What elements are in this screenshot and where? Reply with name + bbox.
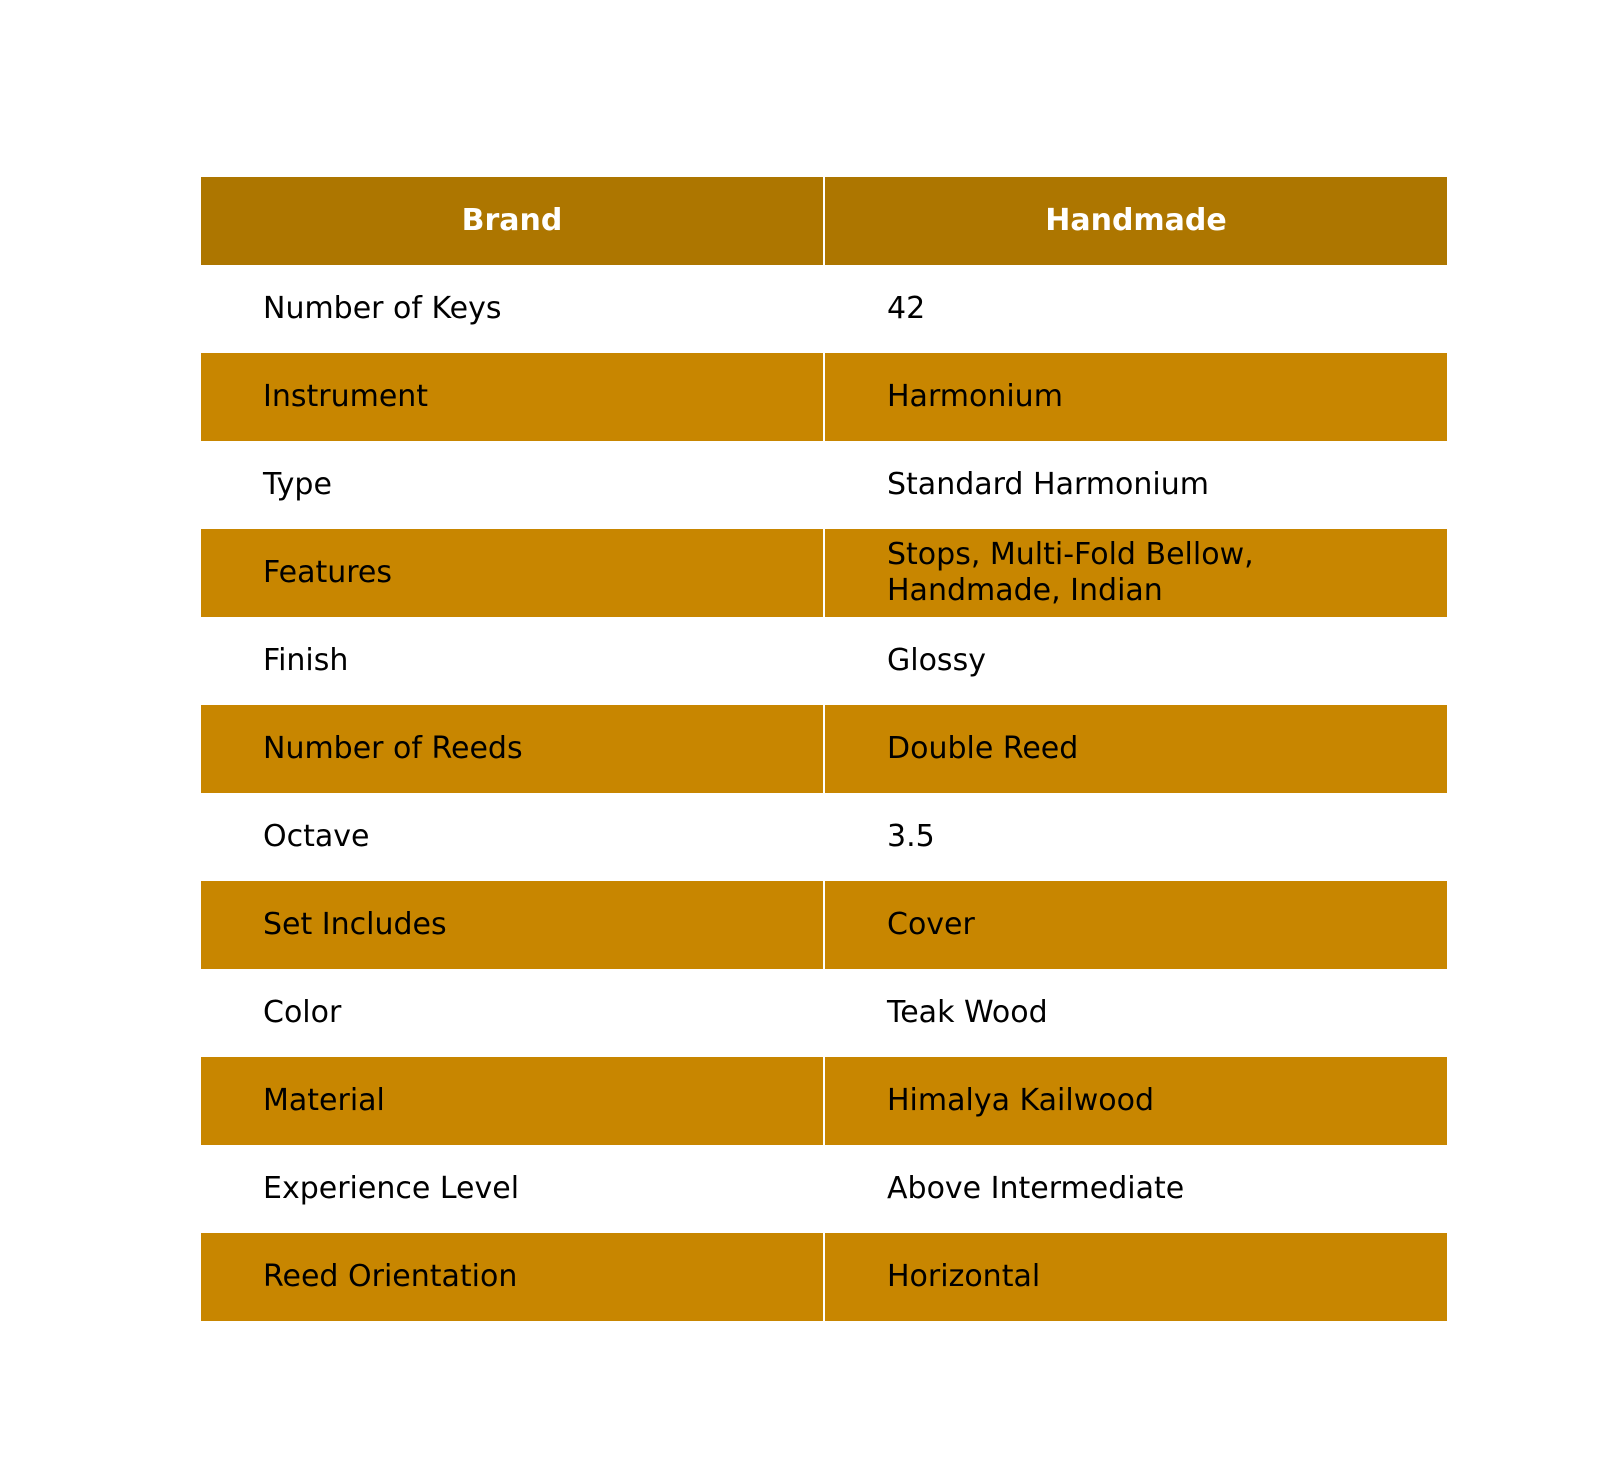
row-label: Set Includes	[201, 881, 824, 969]
table-row	[201, 705, 1447, 793]
row-label: Experience Level	[201, 1145, 824, 1233]
row-value: Cover	[824, 881, 1447, 969]
row-label: Octave	[201, 793, 824, 881]
row-label: Type	[201, 441, 824, 529]
row-label: Finish	[201, 617, 824, 705]
table-row	[201, 1057, 1447, 1145]
row-value: Stops, Multi-Fold Bellow, Handmade, Indian	[824, 529, 1447, 617]
row-value: 42	[824, 265, 1447, 353]
table-row	[201, 1233, 1447, 1321]
row-label: Color	[201, 969, 824, 1057]
table-row	[201, 529, 1447, 617]
table-row	[201, 353, 1447, 441]
spec-table	[201, 177, 1447, 1321]
table-row	[201, 881, 1447, 969]
row-value: Harmonium	[824, 353, 1447, 441]
row-label: Features	[201, 529, 824, 617]
row-label: Material	[201, 1057, 824, 1145]
row-value: Double Reed	[824, 705, 1447, 793]
row-value: Himalya Kailwood	[824, 1057, 1447, 1145]
header-cell-brand: Brand	[201, 177, 824, 265]
table-row	[201, 969, 1447, 1057]
row-label: Number of Reeds	[201, 705, 824, 793]
row-value: Horizontal	[824, 1233, 1447, 1321]
row-value: Above Intermediate	[824, 1145, 1447, 1233]
row-value: Glossy	[824, 617, 1447, 705]
row-value: Teak Wood	[824, 969, 1447, 1057]
table-row	[201, 1145, 1447, 1233]
table-row	[201, 793, 1447, 881]
row-value: Standard Harmonium	[824, 441, 1447, 529]
header-cell-handmade: Handmade	[824, 177, 1447, 265]
row-label: Reed Orientation	[201, 1233, 824, 1321]
table-header-row	[201, 177, 1447, 265]
row-value: 3.5	[824, 793, 1447, 881]
row-label: Instrument	[201, 353, 824, 441]
table-row	[201, 265, 1447, 353]
table-row	[201, 441, 1447, 529]
row-label: Number of Keys	[201, 265, 824, 353]
table-row	[201, 617, 1447, 705]
